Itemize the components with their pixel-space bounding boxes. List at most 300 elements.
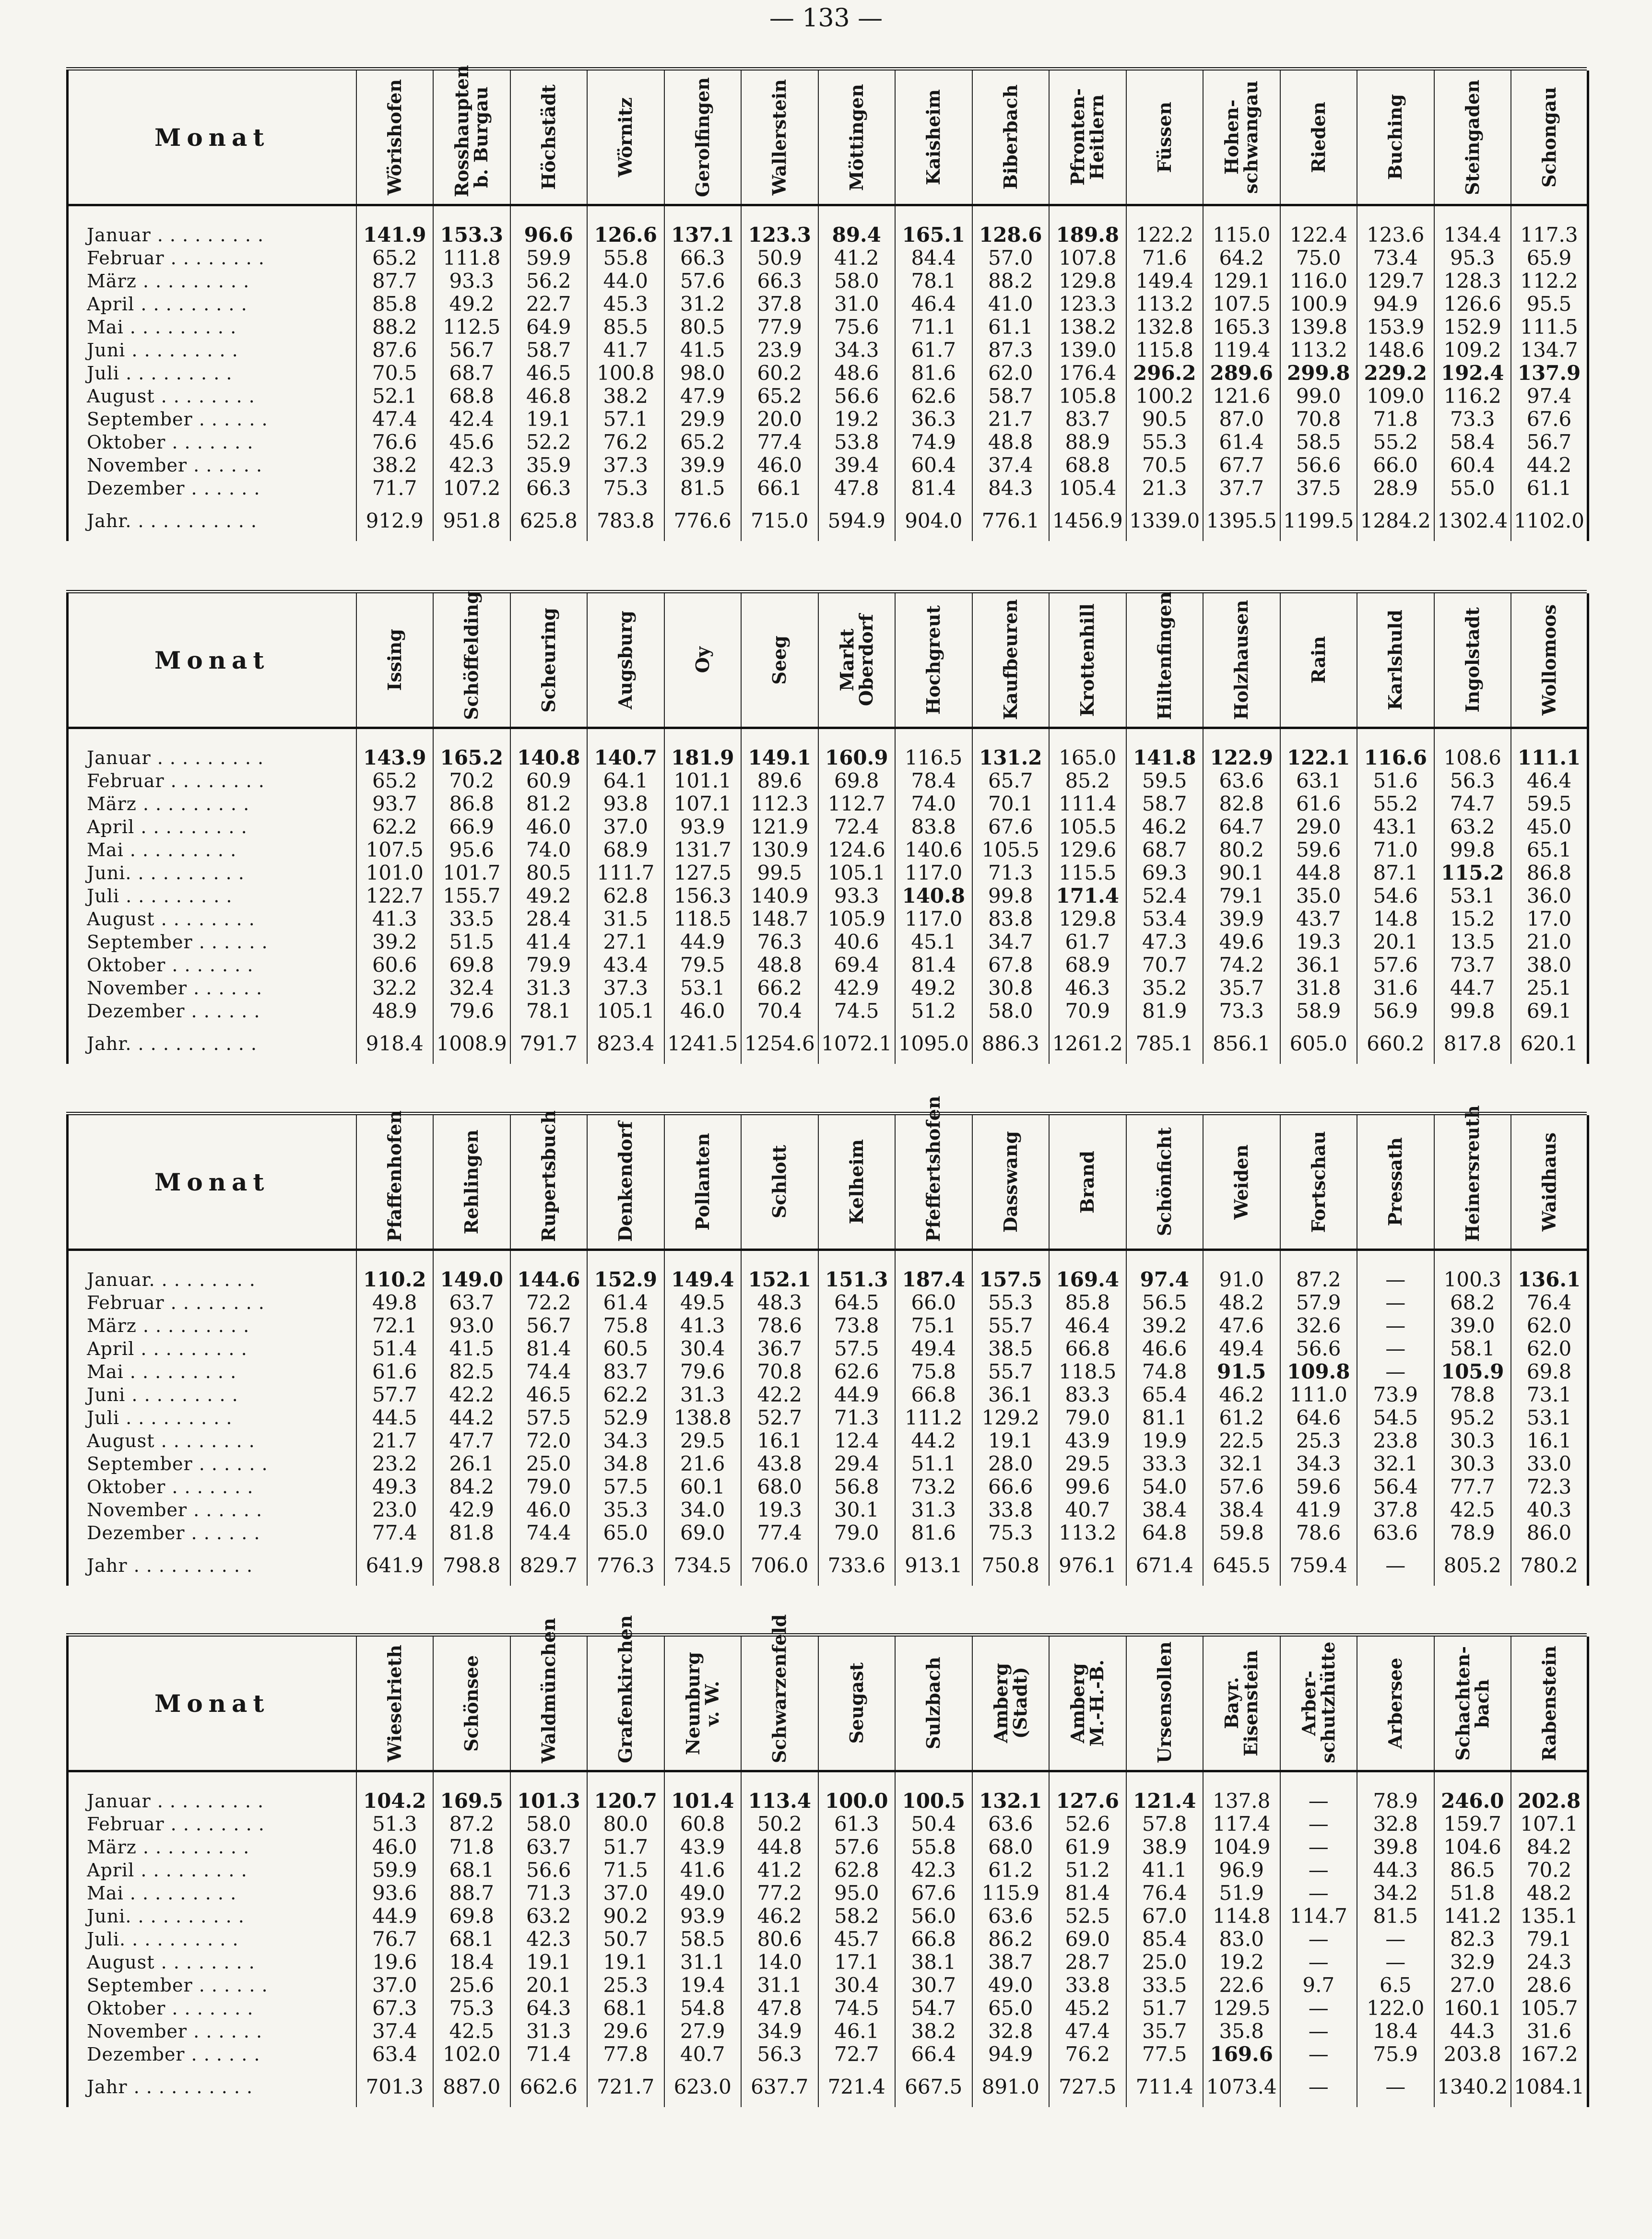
precipitation-value: 137.8 xyxy=(1203,1771,1280,1813)
precipitation-value: 60.6 xyxy=(356,954,434,977)
month-row xyxy=(68,977,1588,1000)
precipitation-value: 38.5 xyxy=(972,1337,1050,1360)
precipitation-value: 101.7 xyxy=(433,861,510,884)
precipitation-value: 57.6 xyxy=(664,270,742,293)
precipitation-value: 111.7 xyxy=(587,861,664,884)
precipitation-value: 78.9 xyxy=(1357,1771,1434,1813)
precipitation-value: 56.3 xyxy=(741,2043,818,2066)
month-row xyxy=(68,1429,1588,1452)
precipitation-value: 43.9 xyxy=(664,1836,742,1859)
precipitation-value: 107.5 xyxy=(356,838,434,861)
year-total-value: 667.5 xyxy=(895,2066,972,2107)
precipitation-value: 49.5 xyxy=(664,1291,742,1314)
precipitation-value: 49.2 xyxy=(510,884,588,907)
precipitation-value: 58.7 xyxy=(510,339,588,362)
station-header xyxy=(972,593,1050,728)
year-total-value: 727.5 xyxy=(1049,2066,1126,2107)
precipitation-value: 122.7 xyxy=(356,884,434,907)
precipitation-value: 56.6 xyxy=(1280,1337,1357,1360)
month-row xyxy=(68,1905,1588,1928)
precipitation-value: 111.4 xyxy=(1049,792,1126,815)
year-total-value: 976.1 xyxy=(1049,1544,1126,1586)
precipitation-value: 73.8 xyxy=(818,1314,896,1337)
month-label: Februar . . . . . . . . xyxy=(68,1813,356,1836)
precipitation-value: 49.2 xyxy=(895,977,972,1000)
station-header xyxy=(664,71,742,205)
precipitation-value: 129.7 xyxy=(1357,270,1434,293)
precipitation-value: 203.8 xyxy=(1434,2043,1511,2066)
precipitation-value: 65.1 xyxy=(1511,838,1588,861)
precipitation-value: 83.7 xyxy=(1049,408,1126,431)
precipitation-value: 71.8 xyxy=(1357,408,1434,431)
month-row xyxy=(68,815,1588,838)
precipitation-value: 77.8 xyxy=(587,2043,664,2066)
year-total-value: 1073.4 xyxy=(1203,2066,1280,2107)
precipitation-value: 105.8 xyxy=(1049,385,1126,408)
precipitation-value: 111.1 xyxy=(1511,728,1588,770)
month-row xyxy=(68,1000,1588,1023)
precipitation-value: 93.8 xyxy=(587,792,664,815)
precipitation-value: 169.6 xyxy=(1203,2043,1280,2066)
precipitation-value: 58.5 xyxy=(1280,431,1357,454)
station-header xyxy=(356,593,434,728)
precipitation-value: 118.5 xyxy=(1049,1360,1126,1383)
precipitation-value: 63.7 xyxy=(433,1291,510,1314)
precipitation-value: 127.5 xyxy=(664,861,742,884)
precipitation-value: 72.0 xyxy=(510,1429,588,1452)
precipitation-value: 121.9 xyxy=(741,815,818,838)
precipitation-value: 108.6 xyxy=(1434,728,1511,770)
precipitation-value: 105.4 xyxy=(1049,477,1126,500)
precipitation-value: 165.3 xyxy=(1203,316,1280,339)
month-row xyxy=(68,1813,1588,1836)
precipitation-value: 101.1 xyxy=(664,769,742,792)
month-label: März . . . . . . . . . xyxy=(68,270,356,293)
month-row xyxy=(68,1836,1588,1859)
precipitation-value: 34.9 xyxy=(741,2020,818,2043)
station-header xyxy=(1434,593,1511,728)
precipitation-value: 62.2 xyxy=(356,815,434,838)
precipitation-value: 64.9 xyxy=(510,316,588,339)
precipitation-value: 85.8 xyxy=(1049,1291,1126,1314)
precipitation-value: 77.9 xyxy=(741,316,818,339)
precipitation-value: 56.7 xyxy=(433,339,510,362)
year-total-value: 780.2 xyxy=(1511,1544,1588,1586)
precipitation-value: 165.2 xyxy=(433,728,510,770)
precipitation-value: 48.8 xyxy=(741,954,818,977)
precipitation-value: 36.7 xyxy=(741,1337,818,1360)
precipitation-value: 107.5 xyxy=(1203,293,1280,316)
precipitation-value: 126.6 xyxy=(1434,293,1511,316)
precipitation-value: 35.9 xyxy=(510,454,588,477)
month-column-header: Monat xyxy=(68,593,356,728)
station-name: Pfaffenhofen xyxy=(383,1110,405,1242)
precipitation-value: 69.8 xyxy=(1511,1360,1588,1383)
station-name: Amberg (Stadt) xyxy=(990,1663,1031,1744)
precipitation-value: 38.1 xyxy=(895,1951,972,1974)
precipitation-value: 115.8 xyxy=(1126,339,1204,362)
year-total-value: 951.8 xyxy=(433,500,510,541)
precipitation-value: 52.6 xyxy=(1049,1813,1126,1836)
precipitation-value: 32.1 xyxy=(1203,1452,1280,1475)
precipitation-value: 87.6 xyxy=(356,339,434,362)
month-label: Januar . . . . . . . . . xyxy=(68,205,356,247)
precipitation-value: 74.4 xyxy=(510,1360,588,1383)
precipitation-value: 62.0 xyxy=(972,362,1050,385)
precipitation-value: 51.3 xyxy=(356,1813,434,1836)
station-header xyxy=(587,1615,664,1771)
precipitation-value: 31.3 xyxy=(664,1383,742,1406)
precipitation-value: 117.0 xyxy=(895,861,972,884)
precipitation-value: 81.4 xyxy=(895,477,972,500)
precipitation-value: 53.1 xyxy=(664,977,742,1000)
precipitation-value: 37.0 xyxy=(587,1882,664,1905)
precipitation-value: 39.4 xyxy=(818,454,896,477)
precipitation-value: 79.0 xyxy=(1049,1406,1126,1429)
precipitation-value: 50.7 xyxy=(587,1928,664,1951)
precipitation-value: 75.1 xyxy=(895,1314,972,1337)
precipitation-value: 15.2 xyxy=(1434,907,1511,931)
precipitation-value: 129.2 xyxy=(972,1406,1050,1429)
precipitation-value: 38.0 xyxy=(1511,954,1588,977)
precipitation-value: 30.1 xyxy=(818,1498,896,1521)
precipitation-value: 47.8 xyxy=(741,1997,818,2020)
month-row xyxy=(68,247,1588,270)
precipitation-value: 78.6 xyxy=(741,1314,818,1337)
precipitation-value: 17.0 xyxy=(1511,907,1588,931)
precipitation-value: 72.2 xyxy=(510,1291,588,1314)
precipitation-value: 34.8 xyxy=(587,1452,664,1475)
precipitation-value: 61.2 xyxy=(972,1859,1050,1882)
month-row xyxy=(68,1475,1588,1498)
station-name: Pfeffertshofen xyxy=(922,1096,944,1242)
precipitation-value: 111.0 xyxy=(1280,1383,1357,1406)
precipitation-value: 79.9 xyxy=(510,954,588,977)
precipitation-value: 42.2 xyxy=(433,1383,510,1406)
precipitation-value: 75.0 xyxy=(1280,247,1357,270)
precipitation-value: 35.7 xyxy=(1203,977,1280,1000)
precipitation-value: 85.5 xyxy=(587,316,664,339)
precipitation-value: 54.0 xyxy=(1126,1475,1204,1498)
year-total-value: 856.1 xyxy=(1203,1023,1280,1064)
precipitation-value: 60.8 xyxy=(664,1813,742,1836)
precipitation-value: 58.5 xyxy=(664,1928,742,1951)
precipitation-value: 119.4 xyxy=(1203,339,1280,362)
precipitation-value: 69.4 xyxy=(818,954,896,977)
precipitation-value: 87.1 xyxy=(1357,861,1434,884)
precipitation-value: 76.6 xyxy=(356,431,434,454)
station-header xyxy=(818,71,896,205)
station-header xyxy=(1511,71,1588,205)
precipitation-value: 81.9 xyxy=(1126,1000,1204,1023)
precipitation-value: 51.1 xyxy=(895,1452,972,1475)
precipitation-value: 46.0 xyxy=(664,1000,742,1023)
station-header xyxy=(1511,1637,1588,1771)
precipitation-table xyxy=(66,1096,1589,1586)
station-table-2 xyxy=(66,590,1587,1064)
month-row xyxy=(68,1974,1588,1997)
year-label: Jahr . . . . . . . . . . xyxy=(68,2066,356,2107)
precipitation-value: 13.5 xyxy=(1434,931,1511,954)
precipitation-value: 93.6 xyxy=(356,1882,434,1905)
precipitation-value: 59.5 xyxy=(1511,792,1588,815)
precipitation-value: 34.2 xyxy=(1357,1882,1434,1905)
precipitation-value: 28.7 xyxy=(1049,1951,1126,1974)
precipitation-value: 20.1 xyxy=(510,1974,588,1997)
precipitation-value: 37.5 xyxy=(1280,477,1357,500)
precipitation-value: 105.5 xyxy=(972,838,1050,861)
station-header xyxy=(664,593,742,728)
station-name: Rieden xyxy=(1307,101,1329,173)
precipitation-value: 81.6 xyxy=(895,362,972,385)
month-label: September . . . . . . xyxy=(68,1452,356,1475)
station-header xyxy=(1280,71,1357,205)
month-label: Oktober . . . . . . . xyxy=(68,431,356,454)
station-name: Rain xyxy=(1307,636,1329,684)
precipitation-value: — xyxy=(1357,1928,1434,1951)
precipitation-value: 137.1 xyxy=(664,205,742,247)
month-label: August . . . . . . . . xyxy=(68,385,356,408)
station-name: Scheuring xyxy=(537,607,559,713)
year-total-value: 662.6 xyxy=(510,2066,588,2107)
precipitation-value: 99.8 xyxy=(972,884,1050,907)
year-total-value: 1095.0 xyxy=(895,1023,972,1064)
year-total-value: 706.0 xyxy=(741,1544,818,1586)
precipitation-value: 85.8 xyxy=(356,293,434,316)
precipitation-value: 44.2 xyxy=(1511,454,1588,477)
precipitation-value: 31.6 xyxy=(1511,2020,1588,2043)
precipitation-value: — xyxy=(1280,1771,1357,1813)
precipitation-value: 101.0 xyxy=(356,861,434,884)
precipitation-value: 77.5 xyxy=(1126,2043,1204,2066)
precipitation-value: 64.7 xyxy=(1203,815,1280,838)
month-label: April . . . . . . . . . xyxy=(68,293,356,316)
precipitation-value: 56.3 xyxy=(1434,769,1511,792)
station-header xyxy=(510,71,588,205)
precipitation-value: 105.9 xyxy=(818,907,896,931)
precipitation-value: 112.3 xyxy=(741,792,818,815)
precipitation-value: 41.3 xyxy=(664,1314,742,1337)
precipitation-value: 76.4 xyxy=(1511,1291,1588,1314)
precipitation-value: 130.9 xyxy=(741,838,818,861)
precipitation-value: 26.1 xyxy=(433,1452,510,1475)
precipitation-value: 46.6 xyxy=(1126,1337,1204,1360)
station-name: Schongau xyxy=(1538,86,1560,188)
precipitation-value: 49.4 xyxy=(895,1337,972,1360)
precipitation-value: 129.1 xyxy=(1203,270,1280,293)
precipitation-value: 116.5 xyxy=(895,728,972,770)
precipitation-value: 118.5 xyxy=(664,907,742,931)
station-name: Buching xyxy=(1384,94,1406,180)
precipitation-value: 62.2 xyxy=(587,1383,664,1406)
precipitation-value: 49.3 xyxy=(356,1475,434,1498)
precipitation-value: 61.6 xyxy=(356,1360,434,1383)
precipitation-value: 83.0 xyxy=(1203,1928,1280,1951)
precipitation-value: 66.9 xyxy=(433,815,510,838)
precipitation-value: 151.3 xyxy=(818,1250,896,1292)
station-header xyxy=(895,593,972,728)
year-total-value: 759.4 xyxy=(1280,1544,1357,1586)
month-row xyxy=(68,907,1588,931)
station-header xyxy=(510,1617,588,1771)
precipitation-value: 14.8 xyxy=(1357,907,1434,931)
precipitation-value: 51.9 xyxy=(1203,1882,1280,1905)
month-row xyxy=(68,2043,1588,2066)
station-header xyxy=(895,71,972,205)
precipitation-value: 44.3 xyxy=(1357,1859,1434,1882)
precipitation-value: 140.8 xyxy=(895,884,972,907)
precipitation-value: — xyxy=(1357,1291,1434,1314)
precipitation-value: 104.9 xyxy=(1203,1836,1280,1859)
precipitation-value: 81.1 xyxy=(1126,1406,1204,1429)
month-row xyxy=(68,769,1588,792)
precipitation-value: — xyxy=(1280,1859,1357,1882)
precipitation-value: 63.1 xyxy=(1280,769,1357,792)
year-total-value: 886.3 xyxy=(972,1023,1050,1064)
month-label: August . . . . . . . . xyxy=(68,1429,356,1452)
precipitation-value: 16.1 xyxy=(741,1429,818,1452)
precipitation-value: 49.8 xyxy=(356,1291,434,1314)
precipitation-value: 44.5 xyxy=(356,1406,434,1429)
precipitation-value: 141.8 xyxy=(1126,728,1204,770)
station-name: Issing xyxy=(383,629,405,691)
year-total-value: 904.0 xyxy=(895,500,972,541)
precipitation-value: 68.8 xyxy=(433,385,510,408)
precipitation-value: 122.2 xyxy=(1126,205,1204,247)
precipitation-value: 100.3 xyxy=(1434,1250,1511,1292)
precipitation-value: 129.8 xyxy=(1049,907,1126,931)
station-name: Fortschau xyxy=(1307,1131,1329,1233)
precipitation-value: 149.1 xyxy=(741,728,818,770)
precipitation-value: — xyxy=(1280,1836,1357,1859)
precipitation-value: 65.9 xyxy=(1511,247,1588,270)
station-name: Seugast xyxy=(845,1662,867,1744)
precipitation-value: 122.1 xyxy=(1280,728,1357,770)
precipitation-value: 48.9 xyxy=(356,1000,434,1023)
station-header xyxy=(664,1115,742,1250)
precipitation-value: 70.4 xyxy=(741,1000,818,1023)
precipitation-value: 30.4 xyxy=(664,1337,742,1360)
precipitation-value: 87.3 xyxy=(972,339,1050,362)
precipitation-value: 19.3 xyxy=(741,1498,818,1521)
precipitation-value: 58.9 xyxy=(1280,1000,1357,1023)
precipitation-value: 46.4 xyxy=(1049,1314,1126,1337)
precipitation-value: 68.1 xyxy=(587,1997,664,2020)
precipitation-value: 27.0 xyxy=(1434,1974,1511,1997)
year-total-value: 1261.2 xyxy=(1049,1023,1126,1064)
precipitation-value: 19.3 xyxy=(1280,931,1357,954)
precipitation-value: 94.9 xyxy=(1357,293,1434,316)
precipitation-value: 45.2 xyxy=(1049,1997,1126,2020)
month-row xyxy=(68,1337,1588,1360)
precipitation-value: 75.8 xyxy=(587,1314,664,1337)
precipitation-value: 71.1 xyxy=(895,316,972,339)
precipitation-value: 100.8 xyxy=(587,362,664,385)
precipitation-value: 83.3 xyxy=(1049,1383,1126,1406)
precipitation-value: 29.5 xyxy=(664,1429,742,1452)
station-header xyxy=(356,71,434,205)
precipitation-value: 78.9 xyxy=(1434,1521,1511,1544)
year-total-value: 671.4 xyxy=(1126,1544,1204,1586)
precipitation-value: 93.9 xyxy=(664,815,742,838)
precipitation-value: 42.9 xyxy=(433,1498,510,1521)
precipitation-value: 202.8 xyxy=(1511,1771,1588,1813)
month-row xyxy=(68,1250,1588,1292)
precipitation-value: 79.5 xyxy=(664,954,742,977)
precipitation-value: 68.1 xyxy=(433,1859,510,1882)
precipitation-value: 39.9 xyxy=(1203,907,1280,931)
precipitation-value: 41.2 xyxy=(818,247,896,270)
year-total-value: 625.8 xyxy=(510,500,588,541)
precipitation-value: 37.4 xyxy=(356,2020,434,2043)
precipitation-value: 165.1 xyxy=(895,205,972,247)
precipitation-value: 66.4 xyxy=(895,2043,972,2066)
station-name: Waidhaus xyxy=(1538,1132,1560,1232)
precipitation-value: 144.6 xyxy=(510,1250,588,1292)
month-row xyxy=(68,385,1588,408)
month-row xyxy=(68,884,1588,907)
precipitation-value: 56.7 xyxy=(510,1314,588,1337)
station-header xyxy=(1280,1115,1357,1250)
year-total-value: 1241.5 xyxy=(664,1023,742,1064)
year-total-value: 887.0 xyxy=(433,2066,510,2107)
precipitation-value: 46.2 xyxy=(1203,1383,1280,1406)
precipitation-value: 117.4 xyxy=(1203,1813,1280,1836)
precipitation-value: 134.7 xyxy=(1511,339,1588,362)
precipitation-value: 34.7 xyxy=(972,931,1050,954)
precipitation-value: 65.2 xyxy=(356,769,434,792)
precipitation-value: 38.2 xyxy=(587,385,664,408)
precipitation-value: 74.0 xyxy=(895,792,972,815)
precipitation-value: 25.0 xyxy=(1126,1951,1204,1974)
year-total-value: 1199.5 xyxy=(1280,500,1357,541)
precipitation-value: 23.0 xyxy=(356,1498,434,1521)
precipitation-value: 122.9 xyxy=(1203,728,1280,770)
precipitation-value: 66.3 xyxy=(510,477,588,500)
station-header xyxy=(1280,1637,1357,1771)
station-name: Wollomoos xyxy=(1538,604,1560,716)
precipitation-value: 50.4 xyxy=(895,1813,972,1836)
year-total-value: 783.8 xyxy=(587,500,664,541)
precipitation-value: 90.5 xyxy=(1126,408,1204,431)
precipitation-value: 29.0 xyxy=(1280,815,1357,838)
precipitation-value: 46.5 xyxy=(510,1383,588,1406)
precipitation-value: 49.0 xyxy=(972,1974,1050,1997)
precipitation-value: 67.0 xyxy=(1126,1905,1204,1928)
month-row xyxy=(68,931,1588,954)
precipitation-value: 39.2 xyxy=(1126,1314,1204,1337)
precipitation-value: 111.8 xyxy=(433,247,510,270)
precipitation-value: 57.5 xyxy=(510,1406,588,1429)
month-label: Januar. . . . . . . . . xyxy=(68,1250,356,1292)
month-row xyxy=(68,1928,1588,1951)
station-header xyxy=(1049,1637,1126,1771)
precipitation-value: 38.4 xyxy=(1203,1498,1280,1521)
precipitation-value: 21.7 xyxy=(356,1429,434,1452)
station-header xyxy=(818,593,896,728)
precipitation-value: 84.2 xyxy=(1511,1836,1588,1859)
precipitation-value: 69.0 xyxy=(1049,1928,1126,1951)
precipitation-value: 107.1 xyxy=(664,792,742,815)
precipitation-value: 79.0 xyxy=(818,1521,896,1544)
precipitation-value: 100.9 xyxy=(1280,293,1357,316)
precipitation-value: 34.3 xyxy=(587,1429,664,1452)
precipitation-value: 229.2 xyxy=(1357,362,1434,385)
precipitation-value: 116.2 xyxy=(1434,385,1511,408)
precipitation-value: 69.1 xyxy=(1511,1000,1588,1023)
month-row xyxy=(68,954,1588,977)
precipitation-value: 128.6 xyxy=(972,205,1050,247)
